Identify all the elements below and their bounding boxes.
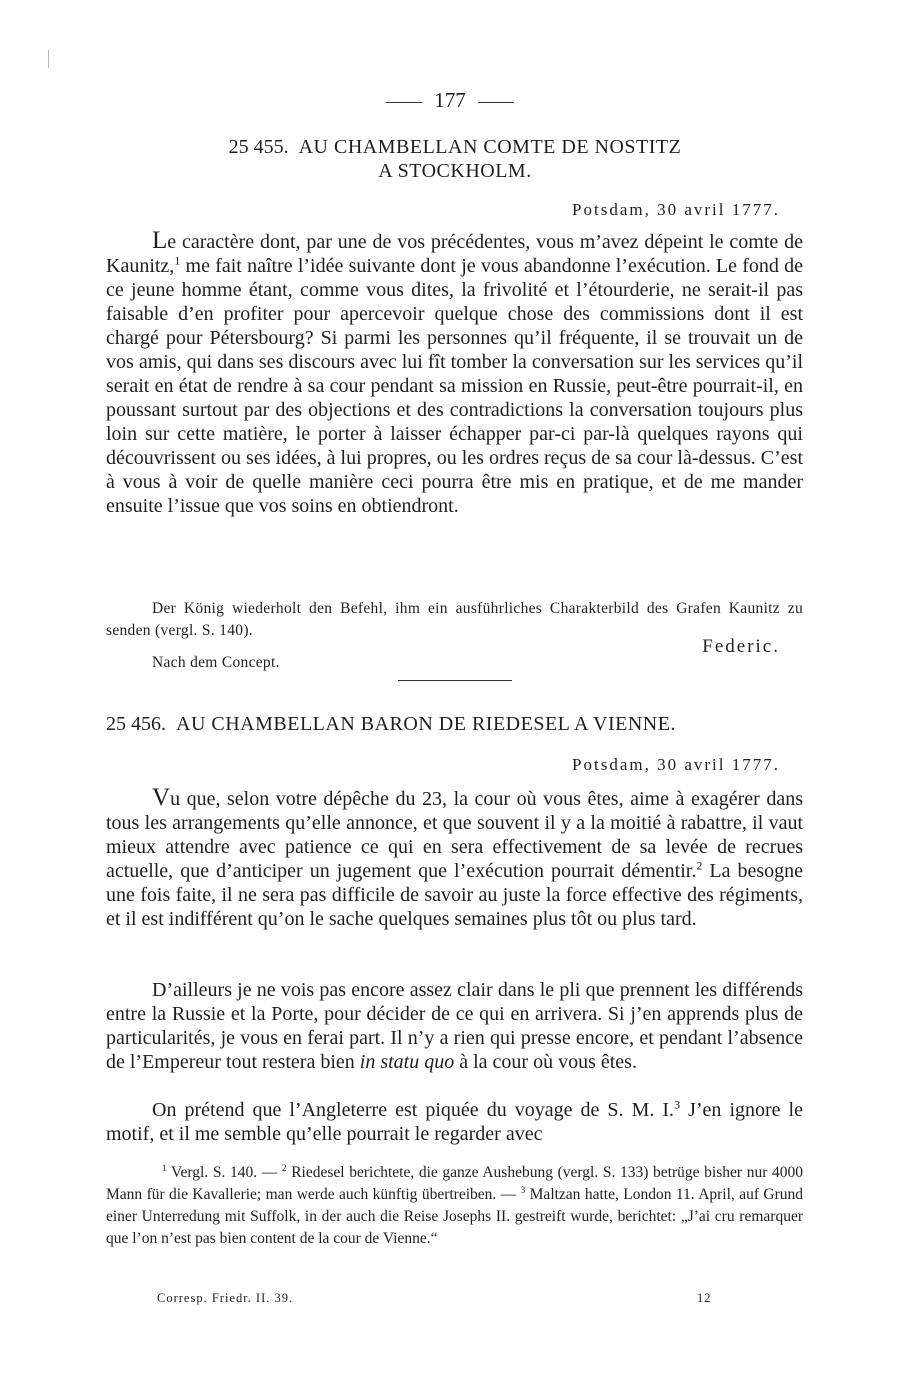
letter-2-number: 25 456. bbox=[106, 713, 166, 735]
signature-line-right: 12 bbox=[697, 1291, 712, 1305]
footnote-2-number: 2 bbox=[281, 1163, 287, 1174]
letter-2-paragraph-2-a: D’ailleurs je ne vois pas encore assez clair dans le pli que prennent les différends entre la Russie et la Porte, pour décider de ce qui en arrivera. Si j’en apprends plus de particularités, je vous en ferai part. Il n’y a rien qui presse encore, et pendant l’absence de l’Empereur tout restera bien bbox=[106, 979, 803, 1073]
letter-2-dateline: Potsdam, 30 avril 1777. bbox=[572, 755, 780, 774]
letter-2-italic-phrase: in statu quo bbox=[359, 1051, 455, 1073]
letter-1-heading bbox=[100, 135, 810, 183]
footnotes bbox=[106, 1162, 803, 1250]
page-number-dash-right bbox=[478, 102, 514, 103]
letter-2-paragraph-1 bbox=[106, 786, 803, 931]
footnote-2-text: Riedesel berichtete, die ganze Aushebung (vergl. S. 133) betrüge bisher nur 4000 Mann für die Kavallerie; man werde auch künftig übertreiben. — bbox=[106, 1164, 804, 1203]
footnote-ref-2: 2 bbox=[696, 858, 703, 873]
letter-1-body-b: me fait naître l’idée suivante dont je vous abandonne l’exécution. Le fond de ce jeune homme étant, comme vous dites, la frivolité et l’étourderie, ne serait-il pas faisable d’en profiter pour apercevoir quelque chose des commissions dont il est chargé pour Pétersbourg? Si parmi les personnes qu’il fréquente, il se trouvait un de vos amis, qui dans ses discours avec lui fît tomber la conversation sur les services qu’il serait en état de rendre à sa cour pendant sa mission en Russie, peut-être pourrait-il, en poussant surtout par des objections et des contradictions la conversation toujours plus loin sur cette matière, le porter à laisser échapper par-ci par-là quelques rayons qui découvrissent ou ses idées, à lui propres, ou les ordres reçus de sa cour là-dessus. C’est à vous à voir de quelle manière ceci pourra être mis en pratique, et de me mander ensuite l’issue que vos soins en obtiendront. bbox=[106, 255, 803, 517]
letter-1-source: Nach dem Concept. bbox=[152, 654, 280, 671]
footnote-ref-1: 1 bbox=[174, 253, 181, 268]
footnote-1-text: Vergl. S. 140. — bbox=[166, 1164, 282, 1181]
letter-2-paragraph-1-b: La besogne une fois faite, il ne sera pas difficile de savoir au juste la force effective des régiments, et il est indifférent qu’on le sache quelques semaines plus tôt ou plus tard. bbox=[106, 860, 803, 930]
letter-1-body-a: e caractère dont, par une de vos précédentes, vous m’avez dépeint le comte de Kaunitz, bbox=[106, 231, 803, 277]
letter-1-number: 25 455. bbox=[228, 136, 289, 158]
footnote-3-text: Maltzan hatte, London 11. April, auf Grund einer Unterredung mit Suffolk, in der auch die Reise Josephs II. gestreift wurde, berichtet: „J’ai cru remarquer que l’on n’est pas bien content de la cour de Vienne.“ bbox=[106, 1186, 804, 1247]
letter-1-initial: L bbox=[152, 227, 168, 254]
letter-2-title: AU CHAMBELLAN BARON DE RIEDESEL A VIENNE. bbox=[176, 713, 676, 735]
footnote-3-number: 3 bbox=[520, 1185, 526, 1196]
letter-2-paragraph-3-a: On prétend que l’Angleterre est piquée du voyage de S. M. I. bbox=[152, 1099, 675, 1121]
letter-2-paragraph-1-a: u que, selon votre dépêche du 23, la cour où vous êtes, aime à exagérer dans tous les arrangements qu’elle annonce, et que souvent il y a la moitié à rabattre, il vaut mieux attendre avec patience ce qui en sera effectivement de sa levée de recrues actuelle, que d’anticiper un jugement que l’exécution pourrait démentir. bbox=[106, 788, 803, 882]
signature-line-left: Corresp. Friedr. II. 39. bbox=[157, 1291, 294, 1305]
letter-2-paragraph-3 bbox=[106, 1098, 803, 1146]
letter-1-signature: Federic. bbox=[702, 636, 780, 657]
letter-2-heading bbox=[106, 712, 806, 736]
section-divider bbox=[398, 680, 512, 681]
letter-1-editor-note: Der König wiederholt den Befehl, ihm ein ausführliches Charakterbild des Grafen Kaunitz zu senden (vergl. S. 140). bbox=[106, 600, 803, 639]
page-number-dash-left bbox=[386, 102, 422, 103]
scan-mark bbox=[48, 50, 49, 68]
footnote-ref-3: 3 bbox=[674, 1097, 681, 1112]
letter-2-initial: V bbox=[152, 784, 171, 811]
letter-1-body bbox=[106, 229, 803, 518]
letter-2-paragraph-2-b: à la cour où vous êtes. bbox=[454, 1051, 637, 1073]
page-number-text: 177 bbox=[434, 88, 466, 112]
letter-2-paragraph-2 bbox=[106, 978, 803, 1074]
letter-1-title-line1: AU CHAMBELLAN COMTE DE NOSTITZ bbox=[298, 136, 682, 158]
page-number bbox=[0, 86, 900, 114]
footnote-1-number: 1 bbox=[162, 1163, 167, 1174]
letter-1-dateline: Potsdam, 30 avril 1777. bbox=[572, 200, 780, 219]
letter-2-paragraph-3-b: J’en ignore le motif, et il me semble qu’elle pourrait le regarder avec bbox=[106, 1099, 803, 1145]
letter-1-title-line2: A STOCKHOLM. bbox=[378, 160, 532, 182]
